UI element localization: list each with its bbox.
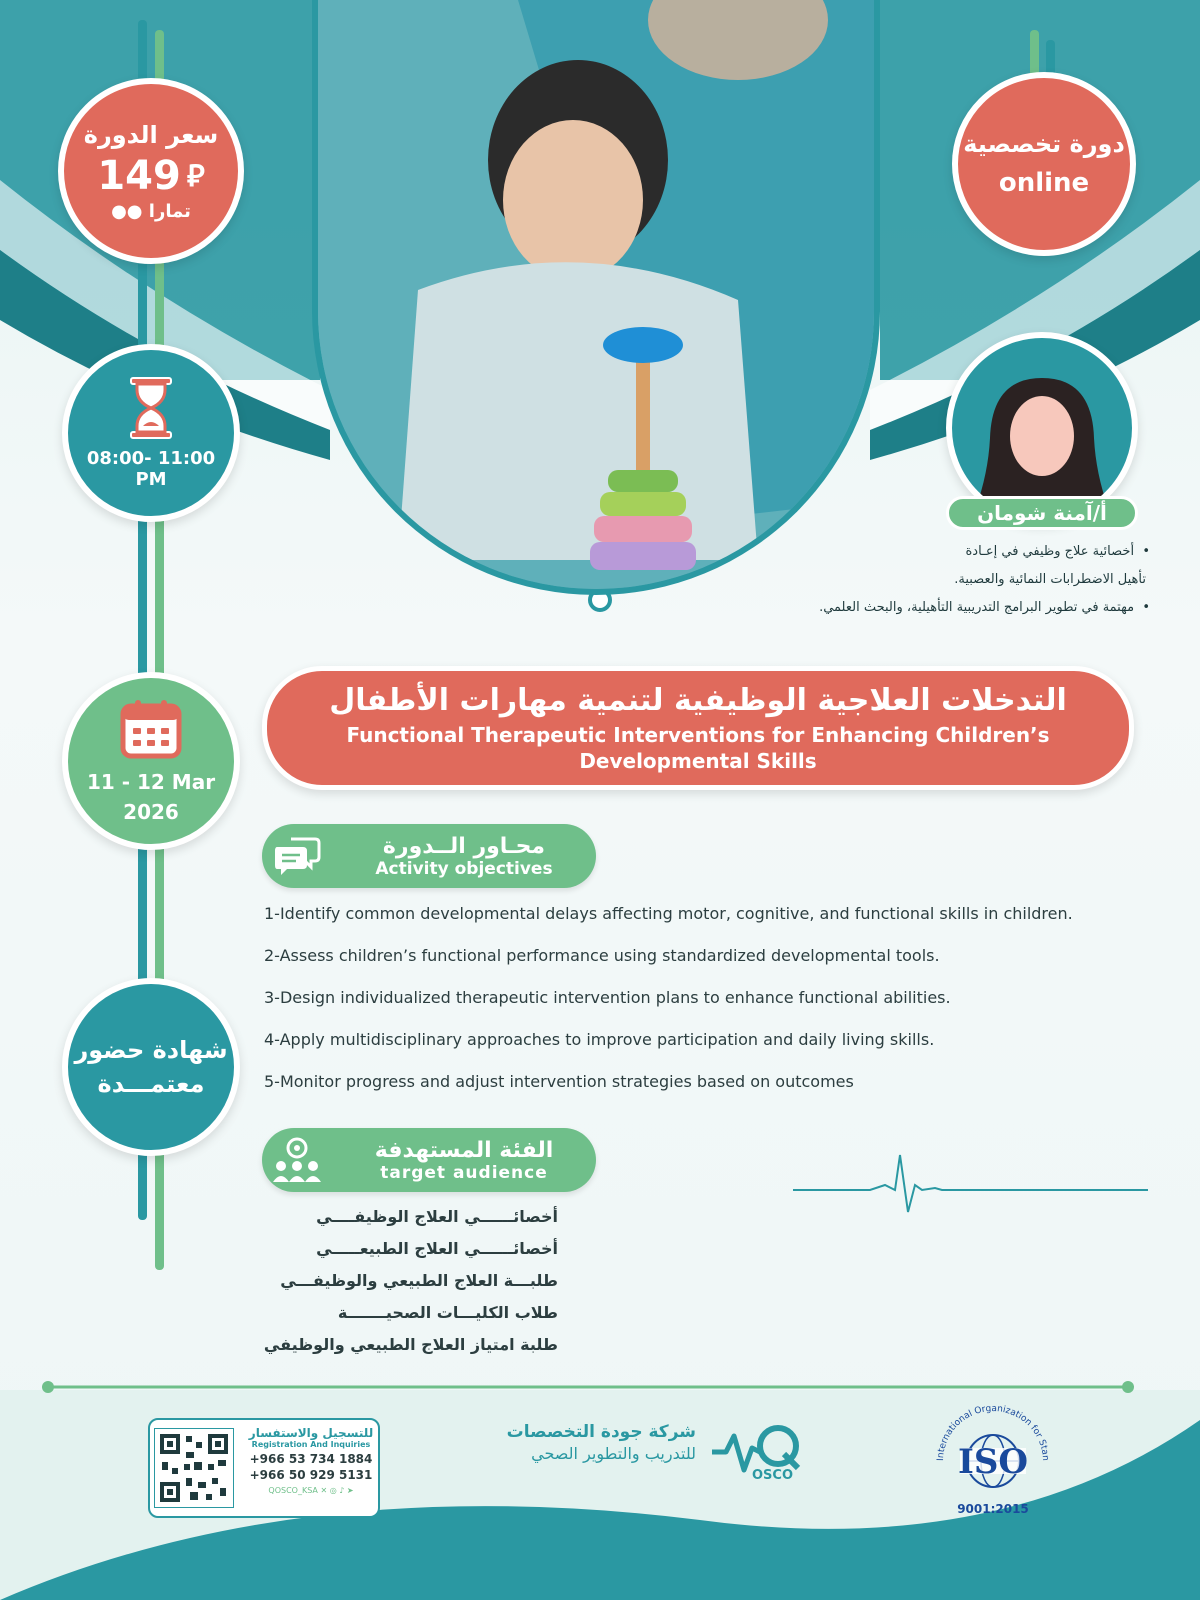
objectives-title-english: Activity objectives bbox=[375, 858, 553, 879]
objective-item: 4-Apply multidisciplinary approaches to improve participation and daily living skills. bbox=[264, 1030, 935, 1049]
course-title-english-2: Developmental Skills bbox=[579, 748, 817, 773]
instructor-name: أ/آمنة شومان bbox=[977, 501, 1107, 525]
bullet: • bbox=[1134, 600, 1150, 615]
objective-item: 2-Assess children’s functional performance using standardized developmental tools. bbox=[264, 946, 940, 965]
iso-ring-text: International Organization for Stan bbox=[935, 1403, 1051, 1462]
course-title-arabic: التدخلات العلاجية الوظيفية لتنمية مهارات الأطفال bbox=[329, 682, 1067, 718]
riyal-icon: ⃁ bbox=[186, 159, 205, 194]
bio-text: مهتمة في تطوير البرامج التدريبية التأهيلية، والبحث العلمي. bbox=[819, 600, 1135, 615]
audience-item: طلبة امتياز العلاج الطبيعي والوظيفي bbox=[263, 1335, 558, 1354]
course-mode: online bbox=[998, 168, 1090, 198]
company-name bbox=[496, 1422, 696, 1463]
objective-item: 3-Design individualized therapeutic intervention plans to enhance functional abilities. bbox=[264, 988, 951, 1007]
certificate-line1: شهادة حضور bbox=[74, 1036, 228, 1064]
course-type-label: دورة تخصصية bbox=[963, 130, 1125, 158]
phone-1[interactable]: +966 53 734 1884 bbox=[249, 1452, 373, 1466]
date-range: 11 - 12 Mar bbox=[86, 770, 216, 794]
objective-item: 1-Identify common developmental delays affecting motor, cognitive, and functional skills in children. bbox=[264, 904, 1073, 923]
bio-text: أخصائية علاج وظيفي في إعـادة bbox=[965, 544, 1135, 559]
audience-title-english: target audience bbox=[380, 1162, 548, 1183]
course-type-badge bbox=[952, 72, 1136, 256]
hero-photo bbox=[312, 0, 880, 595]
price-amount: 149 bbox=[97, 152, 181, 199]
time-period: PM bbox=[135, 469, 167, 490]
price-badge bbox=[58, 78, 244, 264]
certificate-badge bbox=[62, 978, 240, 1156]
contact-subtitle: Registration And Inquiries bbox=[251, 1440, 371, 1449]
iso-logo: ISO bbox=[957, 1442, 1029, 1482]
social-icons: ✕ ◎ ♪ ➤ bbox=[320, 1486, 354, 1495]
audience-title-arabic: الفئة المستهدفة bbox=[374, 1137, 554, 1163]
tamara-text: تمارا bbox=[148, 200, 191, 222]
chat-icon bbox=[262, 835, 332, 877]
contact-card bbox=[148, 1418, 380, 1518]
date-year: 2026 bbox=[123, 800, 179, 824]
audience-item: أخصائــــــي العلاج الوظيفــــي bbox=[316, 1207, 558, 1226]
qosco-logo-text: OSCO bbox=[752, 1468, 794, 1483]
company-name-line1: شركة جودة التخصصات bbox=[506, 1422, 696, 1442]
audience-item: طلبـــة العلاج الطبيعي والوظيفـــي bbox=[280, 1271, 558, 1290]
bio-line-2: تأهيل الاضطرابات النمائية والعصبية. bbox=[954, 572, 1146, 587]
phone-2[interactable]: +966 50 929 5131 bbox=[249, 1468, 373, 1482]
calendar-icon bbox=[119, 698, 183, 760]
certificate-line2: معتمـــدة bbox=[97, 1070, 205, 1098]
tamara-dots-icon: ●● bbox=[111, 200, 143, 222]
course-title-banner bbox=[262, 666, 1134, 790]
qr-code-icon[interactable] bbox=[154, 1428, 234, 1508]
audience-item: طلاب الكليـــات الصحيـــــــة bbox=[337, 1303, 558, 1322]
instructor-name-pill bbox=[946, 496, 1138, 530]
objective-item: 5-Monitor progress and adjust intervention strategies based on outcomes bbox=[264, 1072, 854, 1091]
social-handle[interactable] bbox=[246, 1486, 376, 1495]
objectives-header bbox=[262, 824, 596, 888]
bio-line-1 bbox=[690, 538, 1150, 566]
price-label: سعر الدورة bbox=[83, 120, 219, 149]
company-name-line2: للتدريب والتطوير الصحي bbox=[531, 1444, 696, 1463]
contact-title: للتسجيل والاستفسار bbox=[248, 1426, 374, 1440]
iso-badge bbox=[930, 1398, 1056, 1524]
qosco-logo bbox=[710, 1418, 806, 1488]
audience-header bbox=[262, 1128, 596, 1192]
time-range: 08:00- 11:00 bbox=[86, 448, 216, 469]
audience-target-icon bbox=[262, 1136, 332, 1184]
instructor-bio bbox=[690, 538, 1150, 622]
bio-line-3 bbox=[690, 594, 1150, 622]
time-badge bbox=[62, 344, 240, 522]
child-playing-photo-illustration bbox=[318, 0, 874, 595]
social-text: QOSCO_KSA bbox=[268, 1486, 318, 1495]
objectives-title-arabic: محـاور الــدورة bbox=[382, 833, 546, 859]
date-badge bbox=[62, 672, 240, 850]
course-title-english-1: Functional Therapeutic Interventions for Enhancing Children’s bbox=[346, 722, 1050, 747]
audience-item: أخصائــــــي العلاج الطبيعـــــي bbox=[316, 1239, 558, 1258]
bullet: • bbox=[1134, 544, 1150, 559]
hourglass-icon bbox=[127, 376, 175, 440]
tamara-logo bbox=[111, 201, 191, 222]
iso-standard: 9001:2015 bbox=[957, 1502, 1029, 1516]
